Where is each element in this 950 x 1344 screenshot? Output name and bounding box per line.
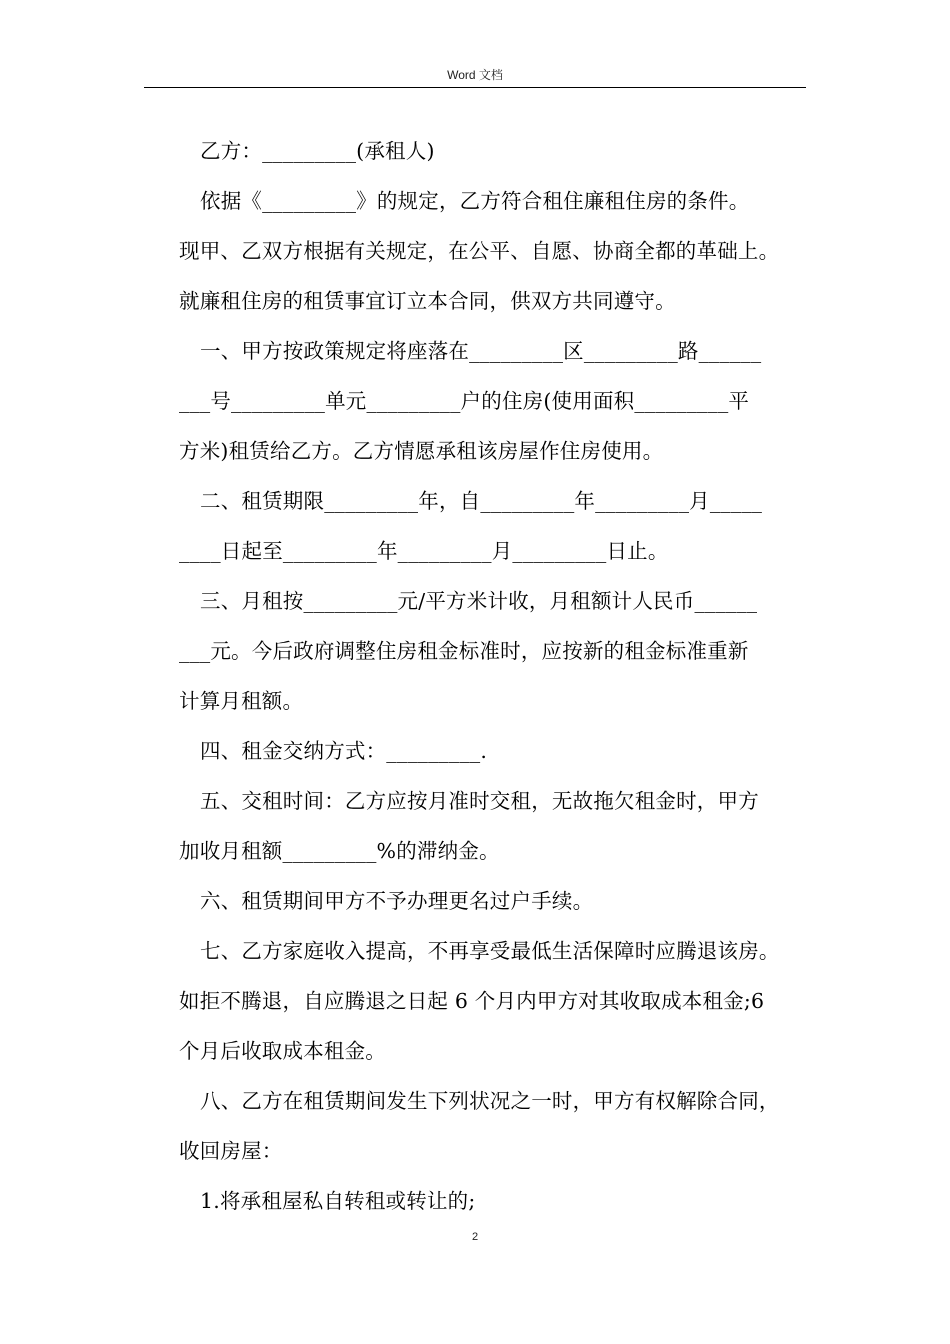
page-number: 2 [471, 1231, 479, 1243]
clause-3-line: ___元。今后政府调整住房租金标准时，应按新的租金标准重新 [179, 639, 749, 663]
clause-8-line: 收回房屋： [179, 1139, 283, 1163]
clause-3-line: 三、月租按_________元/平方米计收，月租额计人民币______ [200, 589, 758, 613]
clause-5-line: 五、交租时间：乙方应按月准时交租，无故拖欠租金时，甲方 [200, 789, 759, 813]
party-b-line: 乙方：_________(承租人) [200, 139, 435, 163]
clause-2-line: ____日起至_________年_________月_________日止。 [179, 539, 669, 563]
clause-6-line: 六、租赁期间甲方不予办理更名过户手续。 [200, 889, 594, 913]
clause-8-line: 八、乙方在租赁期间发生下列状况之一时，甲方有权解除合同， [200, 1089, 780, 1113]
paragraph-line: 就廉租住房的租赁事宜订立本合同，供双方共同遵守。 [179, 289, 676, 313]
clause-7-line: 个月后收取成本租金。 [179, 1039, 386, 1063]
clause-1-line: 方米)租赁给乙方。乙方情愿承租该房屋作住房使用。 [179, 439, 664, 463]
header-divider [144, 87, 806, 88]
page-header-title: Word 文档 [447, 68, 503, 82]
clause-2-line: 二、租赁期限_________年，自_________年_________月_____ [200, 489, 763, 513]
clause-4-line: 四、租金交纳方式：_________. [200, 739, 488, 763]
paragraph-line: 依据《_________》的规定，乙方符合租住廉租住房的条件。 [200, 189, 750, 213]
clause-5-line: 加收月租额_________%的滞纳金。 [179, 839, 500, 863]
clause-7-line: 如拒不腾退，自应腾退之日起 6 个月内甲方对其收取成本租金;6 [179, 989, 765, 1013]
clause-3-line: 计算月租额。 [179, 689, 304, 713]
paragraph-line: 现甲、乙双方根据有关规定，在公平、自愿、协商全都的革础上。 [179, 239, 780, 263]
clause-1-line: ___号_________单元_________户的住房(使用面积_________平 [179, 389, 750, 413]
clause-8-item-1: 1.将承租屋私自转租或转让的; [200, 1189, 476, 1213]
clause-7-line: 七、乙方家庭收入提高，不再享受最低生活保障时应腾退该房。 [200, 939, 780, 963]
clause-1-line: 一、甲方按政策规定将座落在_________区_________路______ [200, 339, 762, 363]
